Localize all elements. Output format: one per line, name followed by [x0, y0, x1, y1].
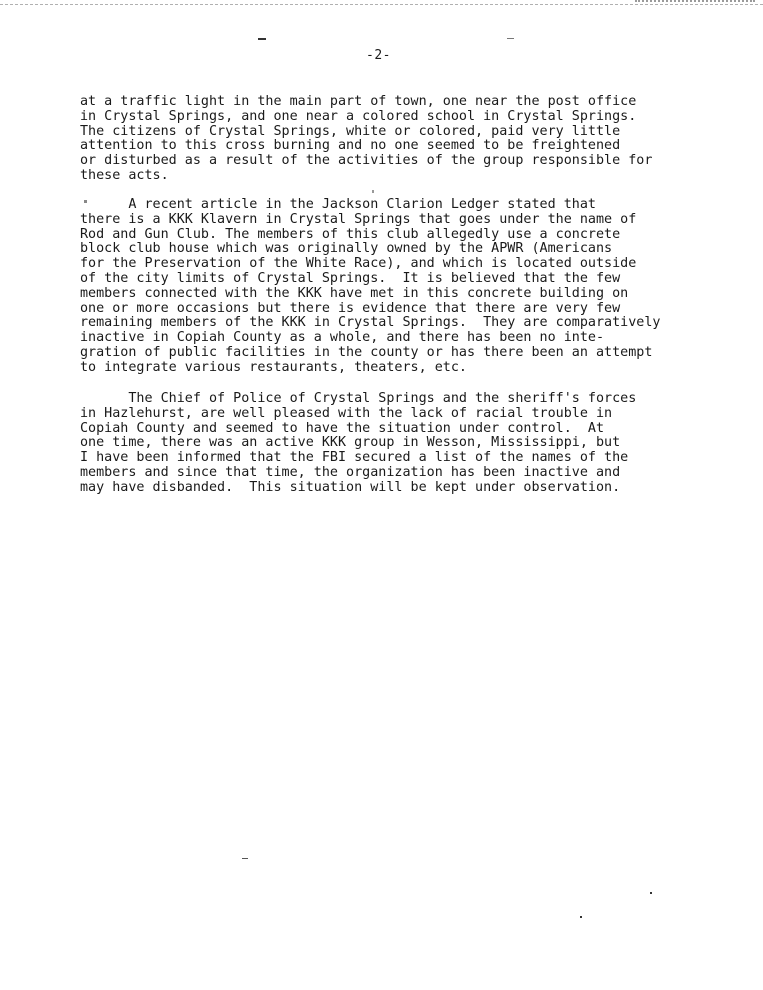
text-line: one or more occasions but there is evidence that there are very few [80, 300, 621, 316]
text-line: or disturbed as a result of the activities of the group responsible for [80, 153, 653, 169]
scan-speck [580, 916, 582, 918]
text-line-club-name: Rod and Gun Club. The members of this club allegedly use a concrete [80, 226, 621, 242]
text-line: attention to this cross burning and no one seemed to be freightened [80, 138, 621, 154]
page-number: -2- [366, 48, 391, 63]
scan-speck [242, 858, 248, 859]
text-line: The citizens of Crystal Springs, white or colored, paid very little [80, 123, 621, 139]
text-line: block club house which was originally owned by the APWR (Americans [80, 241, 613, 257]
scan-speck [507, 38, 514, 39]
text-line: gration of public facilities in the county or has there been an attempt [80, 344, 653, 360]
text-line: I have been informed that the FBI secured a list of the names of the [80, 450, 629, 466]
scan-speck [650, 892, 652, 894]
text-line: members connected with the KKK have met in this concrete building on [80, 285, 629, 301]
top-right-scan-marks [635, 0, 755, 6]
text-line: in Hazlehurst, are well pleased with the lack of racial trouble in [80, 405, 613, 421]
text-line: at a traffic light in the main part of town, one near the post office [80, 94, 637, 109]
text-line: these acts. [80, 167, 169, 183]
text-line: to integrate various restaurants, theaters, etc. [80, 359, 467, 375]
text-line: in Crystal Springs, and one near a colored school in Crystal Springs. [80, 108, 637, 124]
scan-speck [258, 38, 266, 40]
text-line: remaining members of the KKK in Crystal Springs. They are comparatively [80, 315, 661, 331]
text-line: The Chief of Police of Crystal Springs and the sheriff's forces [80, 391, 637, 406]
text-line: may have disbanded. This situation will be kept under observation. [80, 479, 621, 495]
text-line: one time, there was an active KKK group in Wesson, Mississippi, but [80, 435, 621, 451]
text-line: there is a KKK Klavern in Crystal Springs that goes under the name of [80, 211, 637, 227]
text-line: members and since that time, the organization has been inactive and [80, 464, 621, 480]
paragraph-2 [80, 198, 660, 376]
paragraph-3 [80, 392, 636, 496]
text-line: inactive in Copiah County as a whole, and there has been no inte- [80, 330, 605, 346]
text-line: Copiah County and seemed to have the situation under control. At [80, 420, 605, 436]
paragraph-1 [80, 95, 652, 184]
text-line: for the Preservation of the White Race), and which is located outside [80, 256, 637, 272]
text-line: of the city limits of Crystal Springs. It is believed that the few [80, 270, 621, 286]
text-line: A recent article in the Jackson Clarion Ledger stated that [80, 197, 596, 212]
scan-speck [372, 190, 374, 193]
